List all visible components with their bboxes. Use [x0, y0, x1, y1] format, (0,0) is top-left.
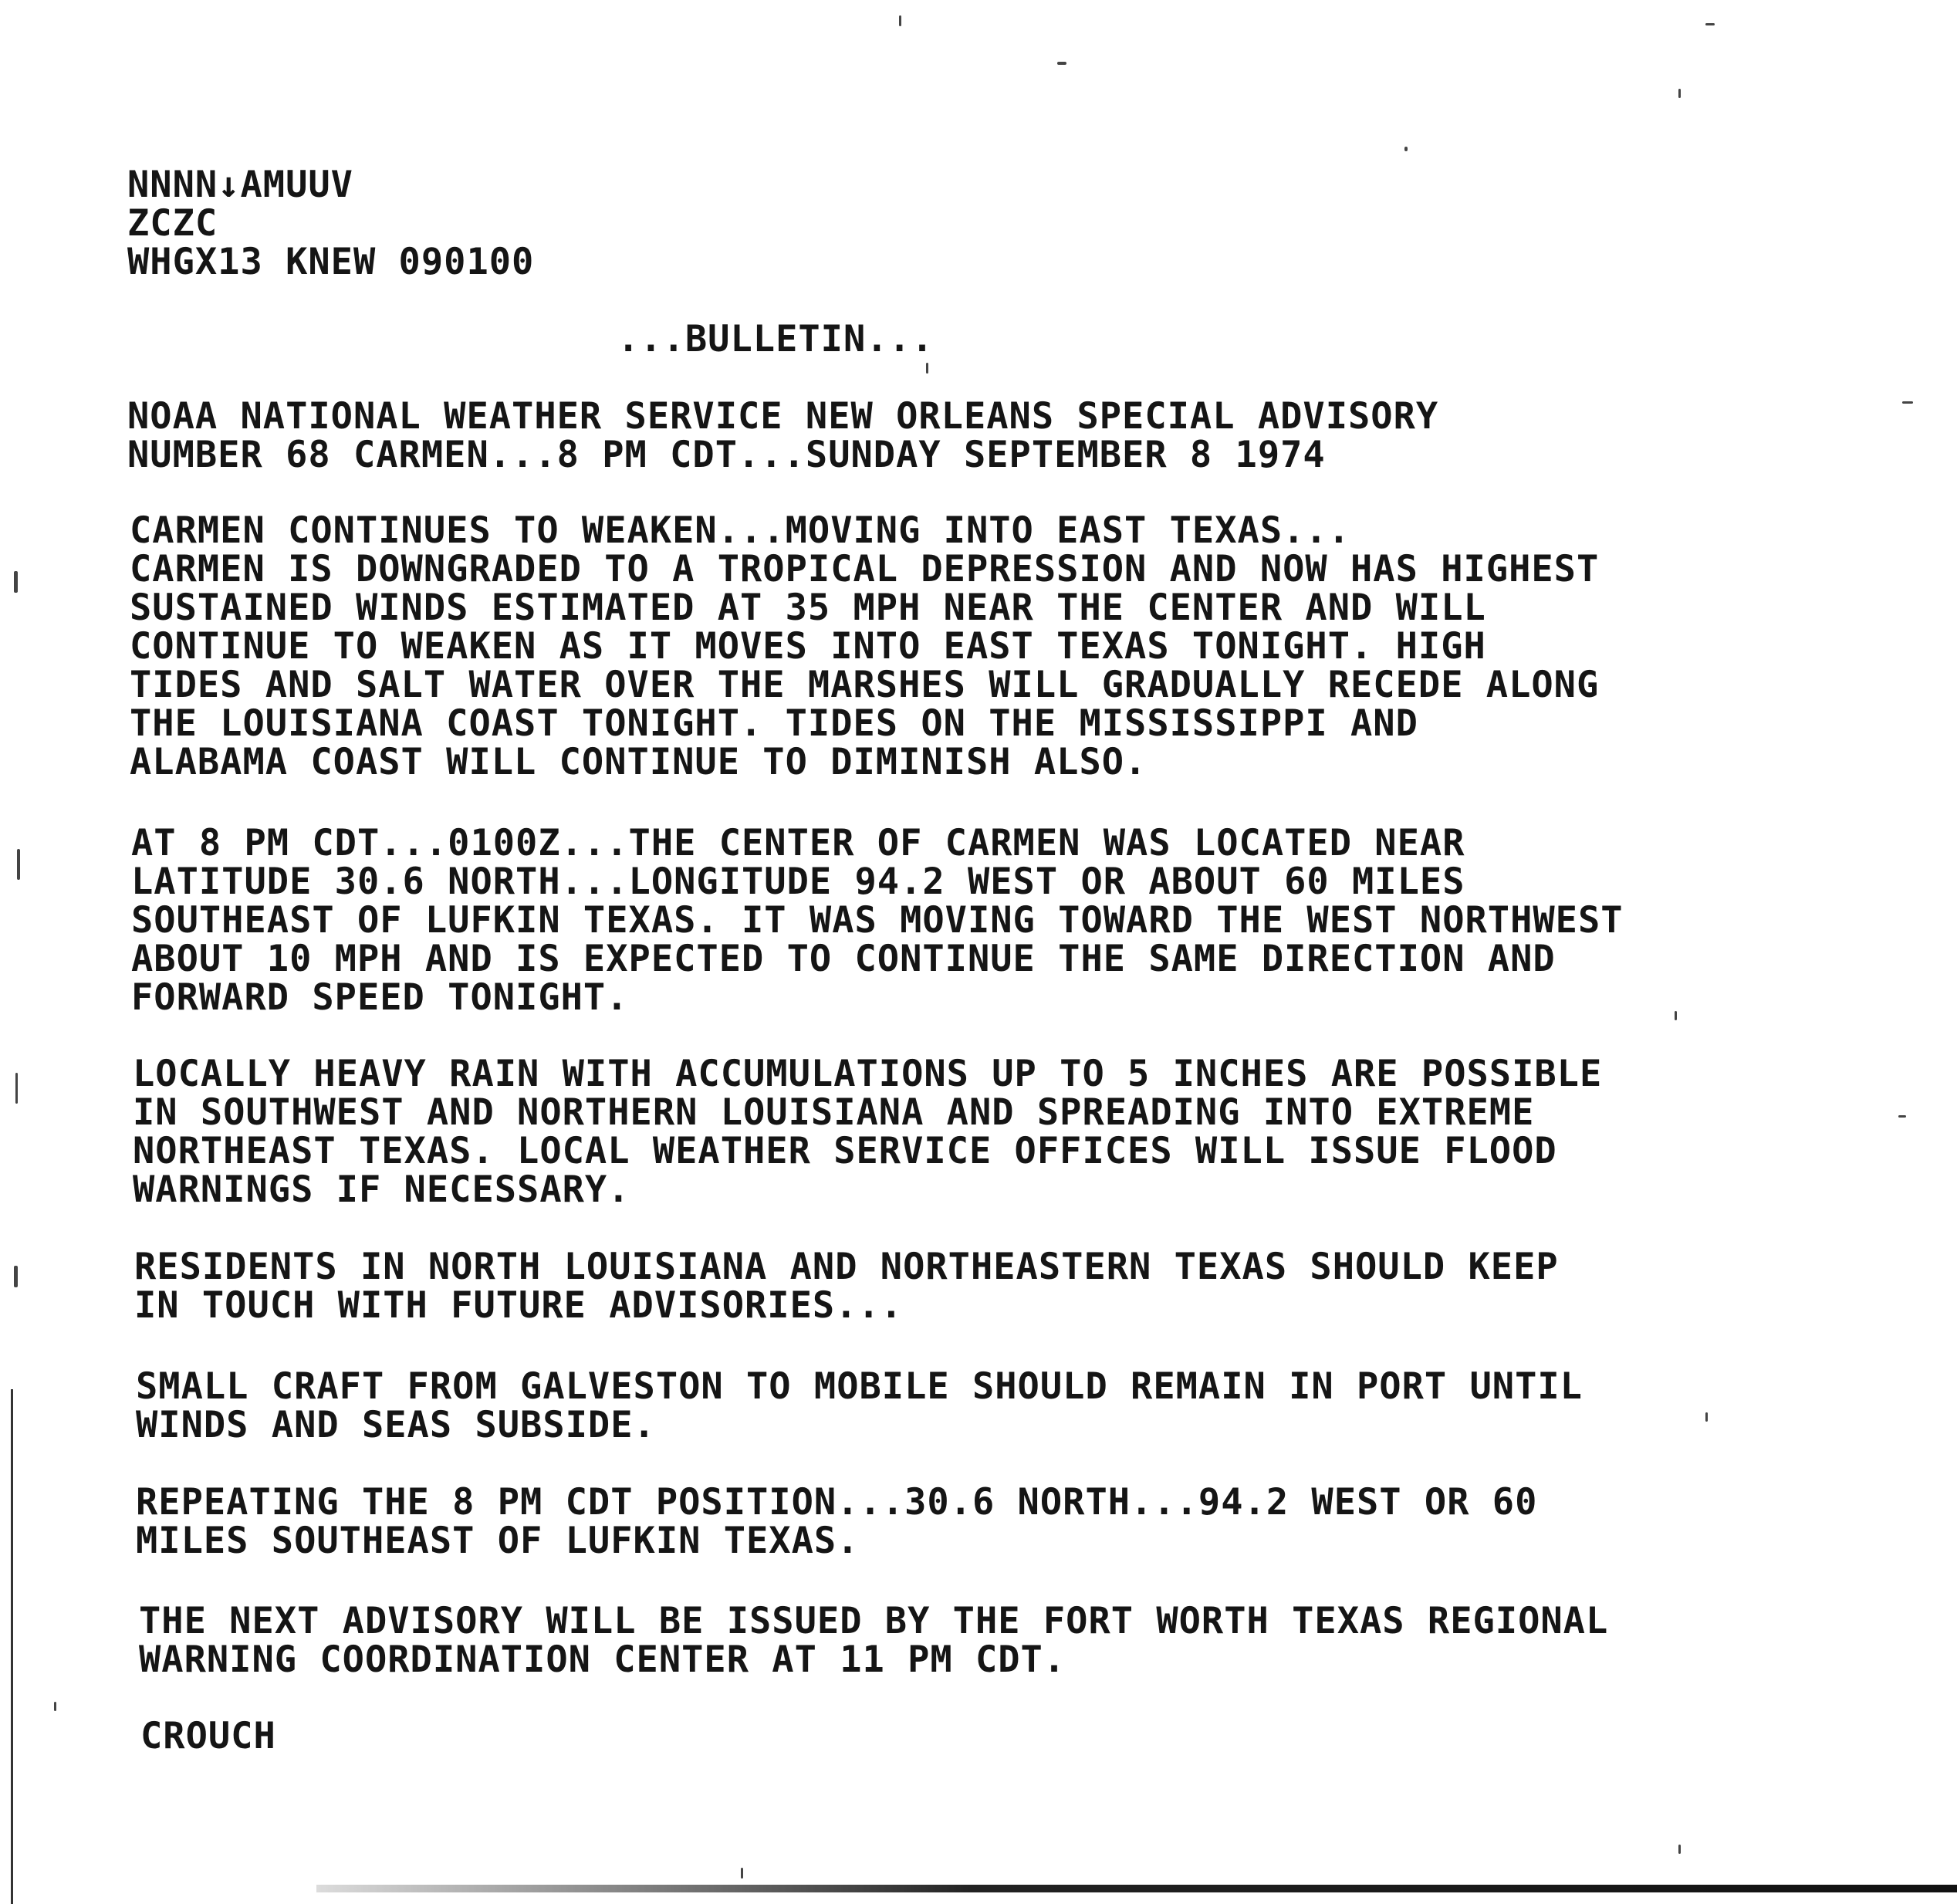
- paragraph-7-line: WARNING COORDINATION CENTER AT 11 PM CDT.: [139, 1639, 1066, 1681]
- paragraph-1-line: CARMEN IS DOWNGRADED TO A TROPICAL DEPRESSION AND NOW HAS HIGHEST: [130, 548, 1600, 590]
- scan-speck: [926, 363, 928, 374]
- scan-speck: [741, 1868, 743, 1879]
- scan-speck: [14, 1266, 18, 1287]
- advisory-heading-line-2: NUMBER 68 CARMEN...8 PM CDT...SUNDAY SEPTEMBER 8 1974: [127, 434, 1326, 476]
- paragraph-6-line: MILES SOUTHEAST OF LUFKIN TEXAS.: [136, 1520, 860, 1562]
- paragraph-3-line: NORTHEAST TEXAS. LOCAL WEATHER SERVICE OFFICES WILL ISSUE FLOOD: [133, 1130, 1557, 1172]
- paragraph-3-line: IN SOUTHWEST AND NORTHERN LOUISIANA AND SPREADING INTO EXTREME: [133, 1091, 1535, 1134]
- scan-speck: [1057, 62, 1066, 65]
- scan-edge-line: [11, 1389, 13, 1904]
- paragraph-2-line: AT 8 PM CDT...0100Z...THE CENTER OF CARMEN WAS LOCATED NEAR: [131, 822, 1465, 864]
- scan-bottom-edge: [316, 1885, 1957, 1892]
- paragraph-1-line: CARMEN CONTINUES TO WEAKEN...MOVING INTO EAST TEXAS...: [130, 509, 1351, 552]
- scan-speck: [1898, 1115, 1906, 1118]
- scan-speck: [1705, 23, 1715, 25]
- scan-speck: [15, 1073, 18, 1104]
- signature: CROUCH: [140, 1715, 276, 1757]
- scan-speck: [17, 849, 20, 880]
- paragraph-1-line: THE LOUISIANA COAST TONIGHT. TIDES ON THE MISSISSIPPI AND: [130, 702, 1418, 745]
- scan-speck: [1678, 89, 1681, 98]
- paragraph-3-line: LOCALLY HEAVY RAIN WITH ACCUMULATIONS UP TO 5 INCHES ARE POSSIBLE: [133, 1053, 1603, 1095]
- bulletin-title: ...BULLETIN...: [617, 318, 935, 360]
- paragraph-6-line: REPEATING THE 8 PM CDT POSITION...30.6 NORTH...94.2 WEST OR 60: [136, 1481, 1538, 1524]
- paragraph-7-line: THE NEXT ADVISORY WILL BE ISSUED BY THE FORT WORTH TEXAS REGIONAL: [139, 1600, 1609, 1642]
- paragraph-1-line: TIDES AND SALT WATER OVER THE MARSHES WILL GRADUALLY RECEDE ALONG: [130, 664, 1600, 706]
- paragraph-2-line: ABOUT 10 MPH AND IS EXPECTED TO CONTINUE THE SAME DIRECTION AND: [131, 938, 1556, 980]
- scan-speck: [1678, 1845, 1681, 1854]
- header-line-1: NNNN↓AMUUV: [127, 164, 353, 206]
- paragraph-5-line: WINDS AND SEAS SUBSIDE.: [136, 1404, 656, 1446]
- paragraph-2-line: FORWARD SPEED TONIGHT.: [131, 976, 629, 1019]
- paragraph-1-line: SUSTAINED WINDS ESTIMATED AT 35 MPH NEAR THE CENTER AND WILL: [130, 587, 1486, 629]
- paragraph-4-line: RESIDENTS IN NORTH LOUISIANA AND NORTHEASTERN TEXAS SHOULD KEEP: [134, 1246, 1559, 1288]
- paragraph-3-line: WARNINGS IF NECESSARY.: [133, 1168, 630, 1211]
- scan-speck: [1675, 1011, 1677, 1020]
- scan-speck: [1902, 401, 1913, 404]
- scan-speck: [54, 1702, 56, 1711]
- header-line-3: WHGX13 KNEW 090100: [127, 241, 535, 283]
- paragraph-2-line: SOUTHEAST OF LUFKIN TEXAS. IT WAS MOVING TOWARD THE WEST NORTHWEST: [131, 899, 1624, 942]
- paragraph-5-line: SMALL CRAFT FROM GALVESTON TO MOBILE SHOULD REMAIN IN PORT UNTIL: [136, 1365, 1583, 1408]
- scan-speck: [899, 15, 901, 26]
- scan-speck: [1404, 147, 1408, 151]
- advisory-heading-line-1: NOAA NATIONAL WEATHER SERVICE NEW ORLEANS SPECIAL ADVISORY: [127, 395, 1439, 438]
- paragraph-1-line: CONTINUE TO WEAKEN AS IT MOVES INTO EAST TEXAS TONIGHT. HIGH: [130, 625, 1486, 668]
- paragraph-4-line: IN TOUCH WITH FUTURE ADVISORIES...: [134, 1284, 904, 1327]
- header-line-2: ZCZC: [127, 202, 218, 245]
- paragraph-2-line: LATITUDE 30.6 NORTH...LONGITUDE 94.2 WEST OR ABOUT 60 MILES: [131, 861, 1465, 903]
- paragraph-1-line: ALABAMA COAST WILL CONTINUE TO DIMINISH ALSO.: [130, 741, 1147, 783]
- scan-speck: [14, 571, 18, 593]
- scan-speck: [1705, 1412, 1708, 1422]
